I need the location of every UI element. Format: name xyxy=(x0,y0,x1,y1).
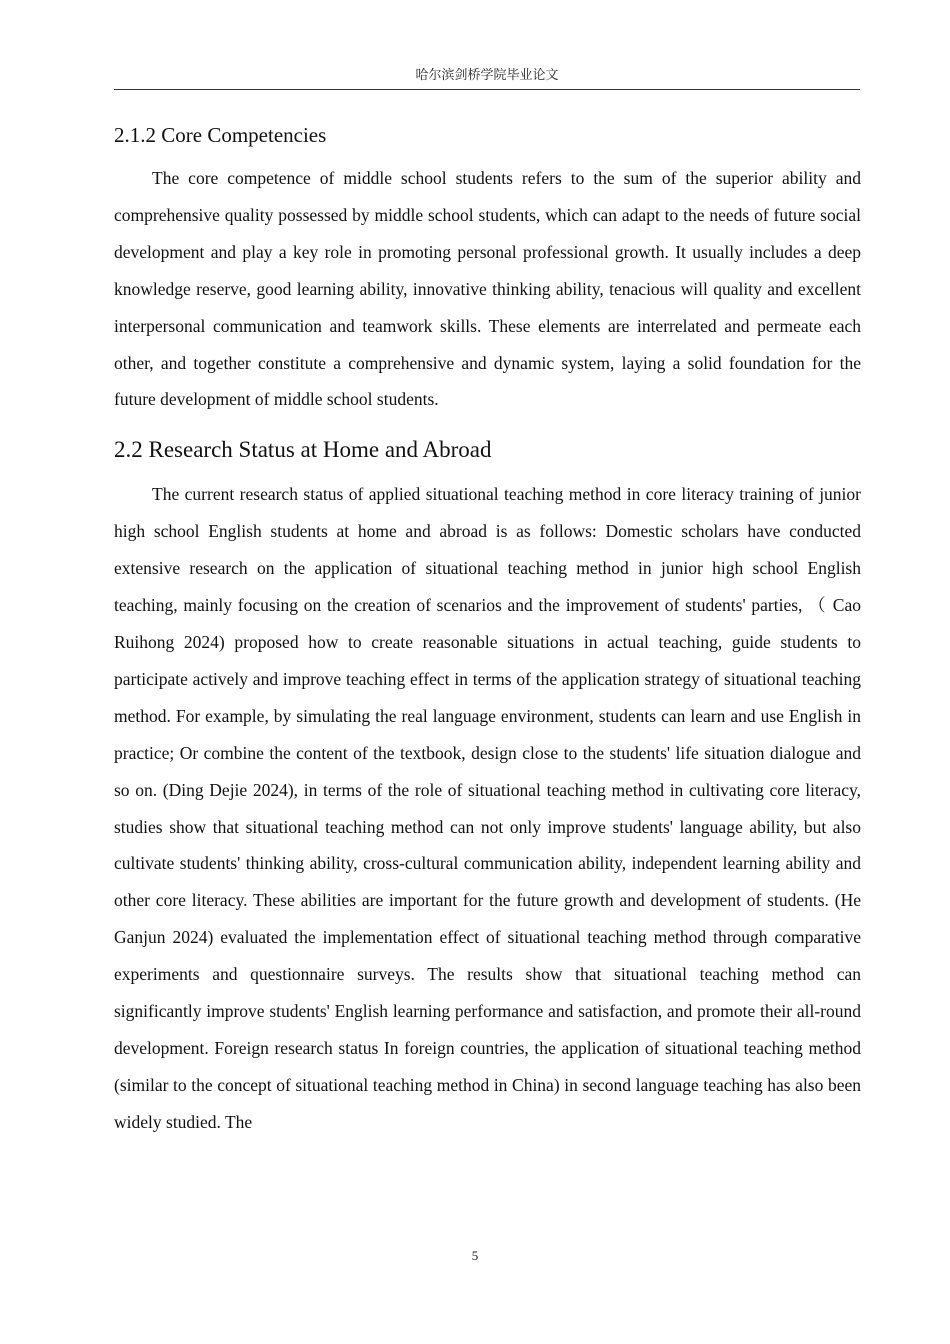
page-number: 5 xyxy=(471,1248,479,1263)
page-header: 哈尔滨剑桥学院毕业论文 xyxy=(114,64,860,90)
paragraph-core-competencies: The core competence of middle school students refers to the sum of the superior ability and comprehensive quality possessed by middle school students, which can adapt to the needs of future social development and play a key role in promoting personal professional growth. It usually includes a deep knowledge reserve, good learning ability, innovative thinking ability, tenacious will quality and excellent interpersonal communication and teamwork skills. These elements are interrelated and permeate each other, and together constitute a comprehensive and dynamic system, laying a solid foundation for the future development of middle school students. xyxy=(114,168,861,410)
section-heading-2-2: 2.2 Research Status at Home and Abroad xyxy=(114,437,492,463)
paragraph-research-status: The current research status of applied situational teaching method in core literacy training of junior high school English students at home and abroad is as follows: Domestic scholars have conducted extensive research on the application of situational teaching method in junior high school English teaching, mainly focusing on the creation of scenarios and the improvement of students' parties, （ Cao Ruihong 2024) proposed how to create reasonable situations in actual teaching, guide students to participate actively and improve teaching effect in terms of the application strategy of situational teaching method. For example, by simulating the real language environment, students can learn and use English in practice; Or combine the content of the textbook, design close to the students' life situation dialogue and so on. (Ding Dejie 2024), in terms of the role of situational teaching method in cultivating core literacy, studies show that situational teaching method can not only improve students' language ability, but also cultivate students' thinking ability, cross-cultural communication ability, independent learning ability and other core literacy. These abilities are important for the future growth and development of students. (He Ganjun 2024) evaluated the implementation effect of situational teaching method through comparative experiments and questionnaire surveys. The results show that situational teaching method can significantly improve students' English learning performance and satisfaction, and promote their all-round development. Foreign research status In foreign countries, the application of situational teaching method (similar to the concept of situational teaching method in China) in second language teaching has also been widely studied. The xyxy=(114,484,861,1132)
section-heading-2-1-2: 2.1.2 Core Competencies xyxy=(114,123,327,147)
page-body xyxy=(114,118,861,1141)
